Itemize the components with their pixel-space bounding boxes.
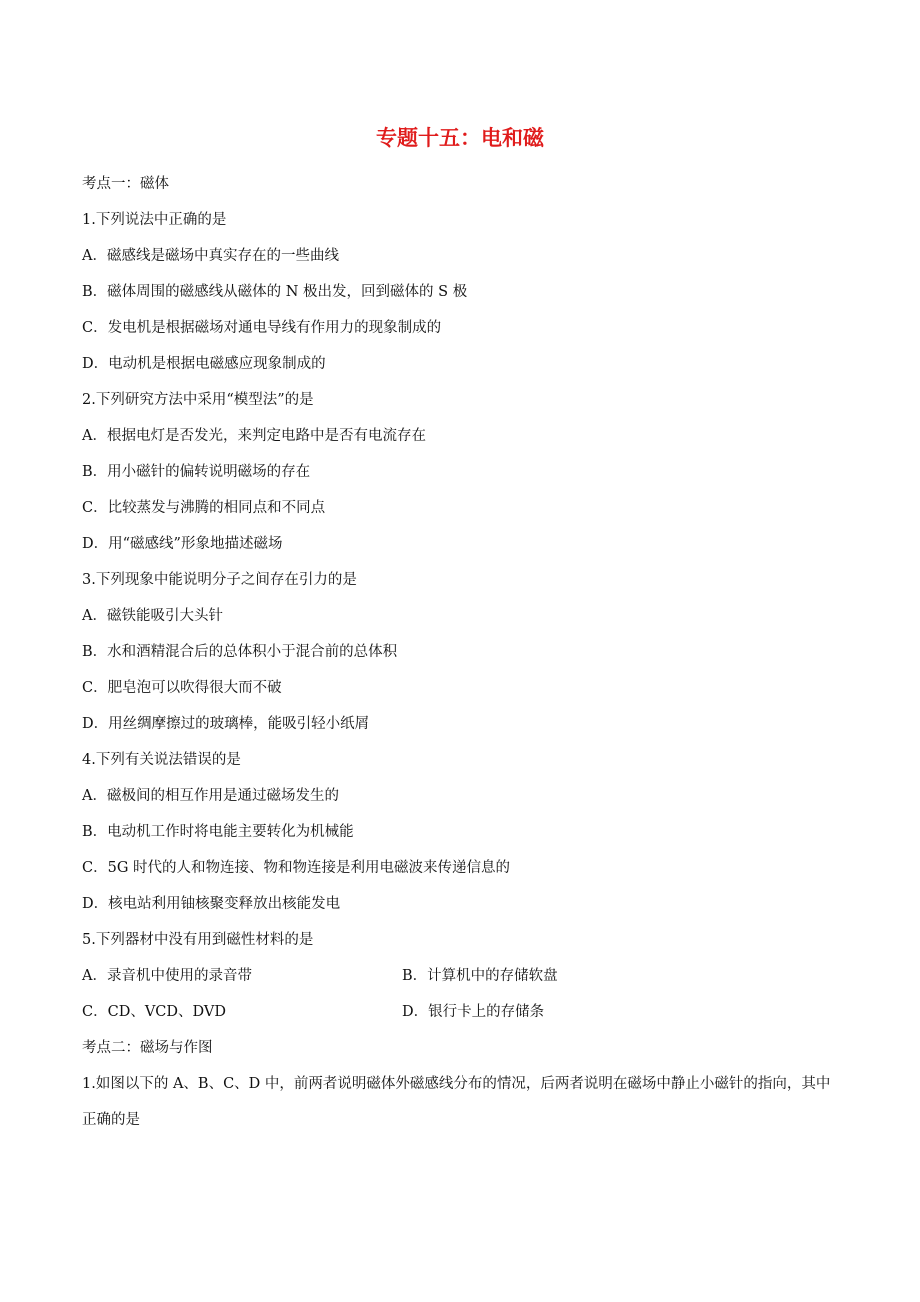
question-3-option-a: A．磁铁能吸引大头针 (82, 608, 223, 624)
section-heading-2: 考点二：磁场与作图 (82, 1040, 213, 1056)
question-1-option-c: C．发电机是根据磁场对通电导线有作用力的现象制成的 (82, 320, 442, 336)
question-2-option-c: C．比较蒸发与沸腾的相同点和不同点 (82, 500, 326, 516)
question-3-option-d: D．用丝绸摩擦过的玻璃棒，能吸引轻小纸屑 (82, 716, 370, 732)
question-4-option-c: C．5G 时代的人和物连接、物和物连接是利用电磁波来传递信息的 (82, 860, 511, 876)
question-5-option-a: A．录音机中使用的录音带 (82, 968, 252, 984)
question-5-option-d: D．银行卡上的存储条 (402, 1004, 545, 1020)
question-4-stem: 4.下列有关说法错误的是 (82, 752, 241, 768)
question-5-option-b: B．计算机中的存储软盘 (402, 968, 558, 984)
question-2-option-d: D．用“磁感线”形象地描述磁场 (82, 536, 283, 552)
question-4-option-d: D．核电站利用铀核聚变释放出核能发电 (82, 896, 341, 912)
question-2-option-b: B．用小磁针的偏转说明磁场的存在 (82, 464, 311, 480)
question-5-stem: 5.下列器材中没有用到磁性材料的是 (82, 932, 314, 948)
question-2-stem: 2.下列研究方法中采用“模型法”的是 (82, 392, 314, 408)
question-5-options-row-2 (82, 994, 842, 1030)
section-2-question-1-stem: 1.如图以下的 A、B、C、D 中，前两者说明磁体外磁感线分布的情况，后两者说明在磁场中静止小磁针的指向，其中正确的是 (82, 1076, 831, 1128)
question-1-option-b: B．磁体周围的磁感线从磁体的 N 极出发，回到磁体的 S 极 (82, 284, 468, 300)
question-3-option-b: B．水和酒精混合后的总体积小于混合前的总体积 (82, 644, 398, 660)
question-1-stem: 1.下列说法中正确的是 (82, 212, 227, 228)
question-4-option-a: A．磁极间的相互作用是通过磁场发生的 (82, 788, 339, 804)
document-body (82, 166, 842, 1138)
question-3-stem: 3.下列现象中能说明分子之间存在引力的是 (82, 572, 357, 588)
section-heading-1: 考点一：磁体 (82, 176, 169, 192)
question-1-option-a: A．磁感线是磁场中真实存在的一些曲线 (82, 248, 339, 264)
question-3-option-c: C．肥皂泡可以吹得很大而不破 (82, 680, 282, 696)
question-4-option-b: B．电动机工作时将电能主要转化为机械能 (82, 824, 354, 840)
question-1-option-d: D．电动机是根据电磁感应现象制成的 (82, 356, 326, 372)
question-2-option-a: A．根据电灯是否发光，来判定电路中是否有电流存在 (82, 428, 426, 444)
question-5-option-c: C．CD、VCD、DVD (82, 1004, 226, 1020)
page-title: 专题十五：电和磁 (376, 126, 544, 150)
question-5-options-row-1 (82, 958, 842, 994)
